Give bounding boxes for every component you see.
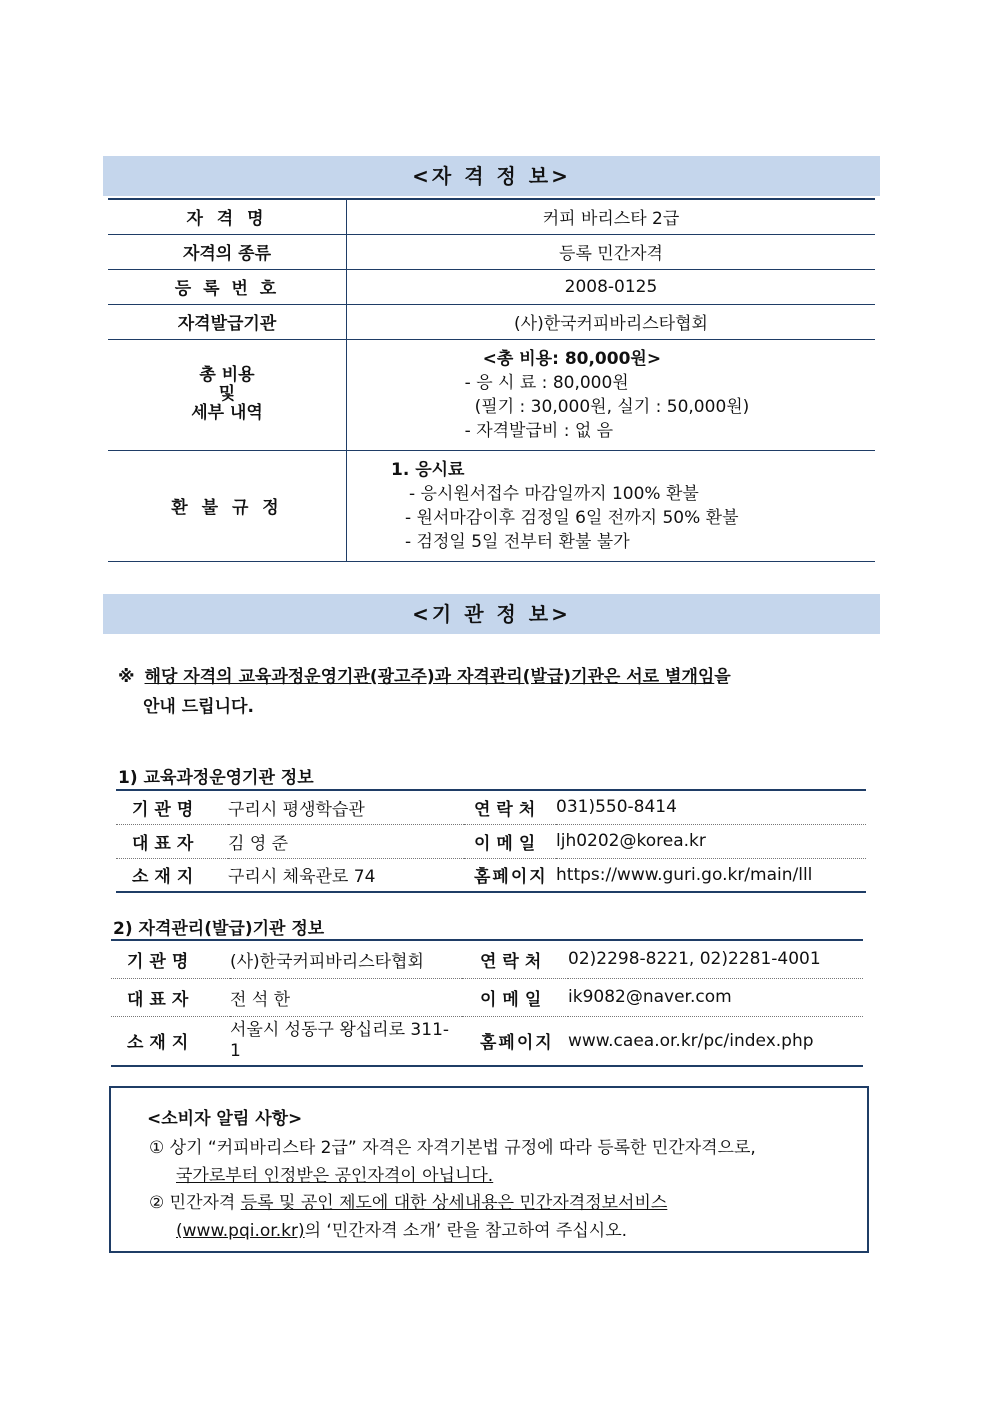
cost-label-line-3: 세부 내역: [191, 403, 263, 423]
refund-line-2: - 원서마감이후 검정일 6일 전까지 50% 환불: [405, 507, 739, 528]
education-org-rep-label: 대표자: [116, 824, 228, 858]
registration-number-label: 등 록 번 호: [108, 269, 347, 304]
item-2-plain: 민간자격: [169, 1193, 241, 1213]
table-row: [108, 199, 875, 234]
table-row: [108, 339, 875, 450]
education-org-homepage-value[interactable]: https://www.guri.go.kr/main/lll: [556, 858, 866, 892]
refund-policy-details: [347, 450, 876, 561]
table-row: [111, 1016, 863, 1066]
organization-info-banner: <기 관 정 보>: [103, 594, 880, 634]
table-row: [111, 940, 863, 978]
qualification-name-label: 자 격 명: [108, 199, 347, 234]
issuing-org-name-value: (사)한국커피바리스타협회: [230, 940, 462, 978]
issuing-org-name-label: 기관명: [111, 940, 230, 978]
item-1-mark: ①: [149, 1138, 165, 1158]
education-org-title: 1) 교육과정운영기관 정보: [118, 768, 314, 788]
refund-line-1: - 응시원서접수 마감일까지 100% 환불: [409, 483, 699, 504]
education-org-contact-value: 031)550-8414: [556, 790, 866, 824]
education-org-homepage-label: 홈페이지: [464, 858, 556, 892]
education-org-address-label: 소재지: [116, 858, 228, 892]
table-row: [116, 790, 866, 824]
exam-fee-breakdown: (필기 : 30,000원, 실기 : 50,000원): [474, 396, 750, 417]
education-org-name-label: 기관명: [116, 790, 228, 824]
qualification-type-value: 등록 민간자격: [347, 234, 876, 269]
item-1-line-2: 국가로부터 인정받은 공인자격이 아닙니다.: [176, 1166, 494, 1186]
cost-details: [347, 339, 876, 450]
issuing-org-contact-value: 02)2298-8221, 02)2281-4001: [568, 940, 863, 978]
education-org-email-label: 이메일: [464, 824, 556, 858]
issuing-org-title: 2) 자격관리(발급)기관 정보: [113, 919, 325, 939]
certificate-fee: - 자격발급비 : 없 음: [464, 420, 614, 441]
table-row: [116, 858, 866, 892]
education-org-rep-value: 김 영 준: [228, 824, 464, 858]
education-org-email-value[interactable]: ljh0202@korea.kr: [556, 824, 866, 858]
total-cost: <총 비용: 80,000원>: [482, 348, 662, 369]
registration-number-value: 2008-0125: [347, 269, 876, 304]
table-row: [108, 234, 875, 269]
refund-policy-label: 환 불 규 정: [108, 450, 347, 561]
separation-notice: [118, 662, 731, 722]
table-row: [108, 304, 875, 339]
issuing-organization-value: (사)한국커피바리스타협회: [347, 304, 876, 339]
notice-mark: ※: [118, 667, 135, 687]
issuing-org-homepage-value[interactable]: www.caea.or.kr/pc/index.php: [568, 1016, 863, 1066]
issuing-org-address-label: 소재지: [111, 1016, 230, 1066]
notice-line-2: 안내 드립니다.: [143, 697, 254, 717]
issuing-org-email-value[interactable]: ik9082@naver.com: [568, 978, 863, 1016]
qualification-name-value: 커피 바리스타 2급: [347, 199, 876, 234]
table-row: [116, 824, 866, 858]
pqi-link[interactable]: (www.pqi.or.kr): [176, 1221, 305, 1241]
consumer-notice-title: <소비자 알림 사항>: [147, 1109, 303, 1129]
issuing-org-table: [111, 939, 863, 1067]
table-row: [108, 269, 875, 304]
item-2-line-2: [176, 1216, 627, 1241]
refund-title: 1. 응시료: [391, 459, 465, 480]
table-row: [108, 450, 875, 561]
qualification-info-table: [108, 198, 875, 562]
notice-tail: 을: [714, 667, 731, 687]
item-2-line-2-rest: 의 ‘민간자격 소개’ 란을 참고하여 주십시오.: [304, 1221, 628, 1241]
issuing-org-rep-label: 대표자: [111, 978, 230, 1016]
cost-label-line-1: 총 비용: [199, 365, 255, 385]
refund-line-3: - 검정일 5일 전부터 환불 불가: [405, 531, 630, 552]
issuing-org-rep-value: 전 석 한: [230, 978, 462, 1016]
education-org-contact-label: 연락처: [464, 790, 556, 824]
qualification-type-label: 자격의 종류: [108, 234, 347, 269]
item-2-mark: ②: [149, 1193, 165, 1213]
issuing-org-email-label: 이메일: [462, 978, 568, 1016]
consumer-notice-box: [109, 1086, 869, 1253]
education-org-name-value: 구리시 평생학습관: [228, 790, 464, 824]
item-2-underlined: 등록 및 공인 제도에 대한 상세내용은 민간자격정보서비스: [240, 1193, 668, 1213]
item-1-line-1: 상기 “커피바리스타 2급” 자격은 자격기본법 규정에 따라 등록한 민간자격으로,: [169, 1138, 756, 1158]
cost-label: [108, 339, 347, 450]
qualification-info-banner: <자 격 정 보>: [103, 156, 880, 196]
exam-fee: - 응 시 료 : 80,000원: [464, 372, 629, 393]
issuing-org-homepage-label: 홈페이지: [462, 1016, 568, 1066]
table-row: [111, 978, 863, 1016]
education-org-table: [116, 789, 866, 893]
consumer-notice-item-1: [149, 1133, 756, 1158]
issuing-organization-label: 자격발급기관: [108, 304, 347, 339]
notice-underlined-text: 해당 자격의 교육과정운영기관(광고주)과 자격관리(발급)기관은 서로 별개임: [144, 667, 715, 687]
issuing-org-address-value: 서울시 성동구 왕십리로 311-1: [230, 1016, 462, 1066]
consumer-notice-item-2: [149, 1188, 667, 1213]
education-org-address-value: 구리시 체육관로 74: [228, 858, 464, 892]
cost-label-line-2: 및: [218, 384, 236, 404]
issuing-org-contact-label: 연락처: [462, 940, 568, 978]
